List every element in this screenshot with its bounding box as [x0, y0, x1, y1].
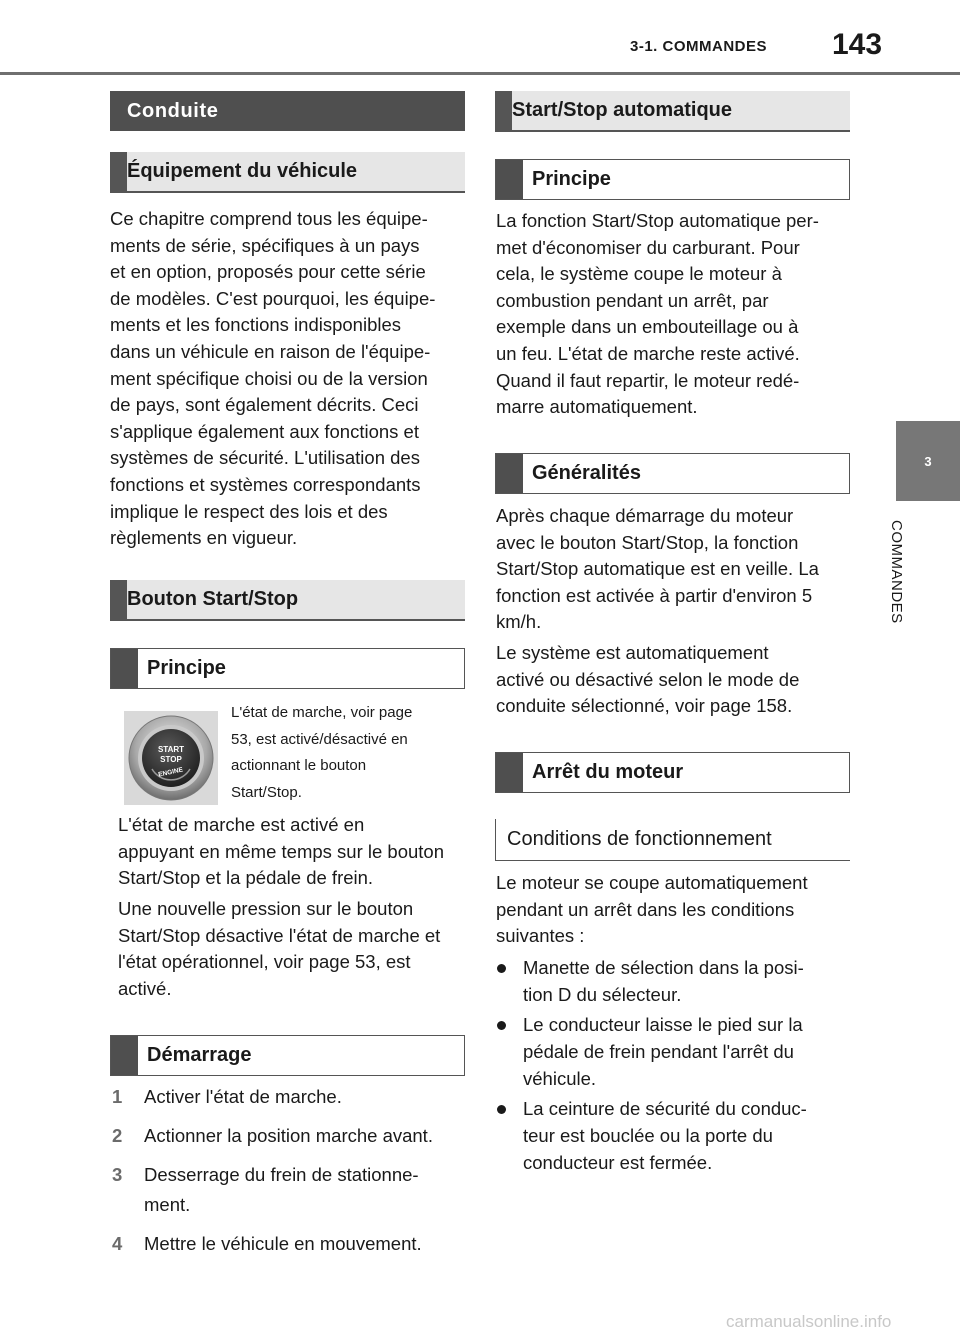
chapter-number: 3	[924, 453, 932, 469]
step-item	[112, 1162, 472, 1222]
list-item-text: pédale de frein pendant l'arrêt du	[523, 1041, 794, 1062]
list-item-text: Manette de sélection dans la posi-	[523, 957, 804, 978]
paragraph-nouvelle-pression	[118, 896, 478, 1002]
text-line: l'état opérationnel, voir page 53, est	[118, 951, 411, 973]
text-line: met d'économiser du carburant. Pour	[496, 236, 800, 258]
heading-demarrage	[110, 1035, 465, 1076]
text-line: 53, est activé/désactivé en	[231, 730, 408, 748]
bullet-icon	[497, 1021, 506, 1030]
heading-marker	[496, 753, 523, 792]
start-stop-button-image	[124, 711, 218, 805]
step-number: 4	[112, 1233, 123, 1254]
heading-marker	[110, 580, 127, 619]
list-item-text: véhicule.	[523, 1068, 597, 1089]
text-line: Ce chapitre comprend tous les équipe-	[110, 208, 428, 229]
text-line: Start/Stop.	[231, 783, 302, 801]
text-line: Quand il faut repartir, le moteur redé-	[496, 369, 800, 391]
step-item	[112, 1231, 472, 1258]
text-line: implique le respect des lois et des	[110, 500, 388, 522]
text-line: L'état de marche, voir page	[231, 704, 413, 721]
text-line: actionnant le bouton	[231, 757, 367, 775]
heading-principe-left	[110, 648, 465, 689]
paragraph-generalites-2	[496, 640, 856, 720]
heading-start-stop-text: Start/Stop automatique	[512, 99, 733, 121]
text-line: cela, le système coupe le moteur à	[496, 263, 782, 285]
text-line: Le système est automatiquement	[496, 642, 769, 663]
step-text: Actionner la position marche avant.	[144, 1125, 433, 1146]
page-number: 143	[832, 28, 883, 61]
heading-arret-moteur	[495, 752, 850, 793]
heading-start-stop-automatique	[495, 91, 850, 132]
text-line: de modèles. C'est pourquoi, les équipe-	[110, 287, 436, 309]
text-line: ments de série, spécifiques à un pays	[110, 234, 420, 256]
heading-generalites	[495, 453, 850, 494]
heading-generalites-text: Généralités	[532, 462, 641, 484]
text-line: conduite sélectionné, voir page 158.	[496, 695, 793, 717]
list-item-text: Le conducteur laisse le pied sur la	[523, 1014, 803, 1035]
chapter-side-label	[888, 520, 935, 650]
button-stop-text: STOP	[160, 755, 182, 764]
text-line: systèmes de sécurité. L'utilisation des	[110, 447, 420, 469]
paragraph-generalites-1	[496, 503, 856, 636]
heading-marker	[496, 454, 523, 493]
step-item	[112, 1123, 472, 1150]
text-line: de pays, sont également décrits. Ceci	[110, 394, 419, 416]
text-line: km/h.	[496, 611, 542, 633]
text-line: suivantes :	[496, 925, 585, 947]
button-caption	[231, 700, 466, 806]
list-item	[497, 955, 857, 1010]
text-line: Le moteur se coupe automatiquement	[496, 872, 808, 893]
bullet-icon	[497, 1105, 506, 1114]
step-number: 2	[112, 1125, 123, 1146]
button-engine-text: ENGINE	[157, 766, 184, 779]
text-line: Une nouvelle pression sur le bouton	[118, 898, 414, 919]
heading-arret-text: Arrêt du moteur	[532, 761, 684, 783]
text-line: ments et les fonctions indisponibles	[110, 314, 402, 336]
text-line: combustion pendant un arrêt, par	[496, 289, 769, 311]
list-item-text: conducteur est fermée.	[523, 1152, 713, 1173]
heading-demarrage-text: Démarrage	[147, 1044, 252, 1066]
start-stop-button-icon	[124, 711, 218, 805]
step-text: Activer l'état de marche.	[144, 1086, 342, 1107]
heading-marker	[111, 649, 138, 688]
list-item	[497, 1096, 857, 1178]
text-line: dans un véhicule en raison de l'équipe-	[110, 340, 431, 362]
heading-conditions	[495, 819, 850, 861]
text-line: pendant un arrêt dans les conditions	[496, 898, 795, 920]
paragraph-equipement	[110, 206, 470, 552]
text-line: La fonction Start/Stop automatique per-	[496, 210, 819, 231]
text-line: et en option, proposés pour cette série	[110, 261, 426, 283]
text-line: règlements en vigueur.	[110, 527, 298, 549]
heading-conduite: Conduite	[110, 91, 465, 131]
step-text: Mettre le véhicule en mouvement.	[144, 1233, 422, 1254]
text-line: s'applique également aux fonctions et	[110, 420, 419, 442]
text-line: Après chaque démarrage du moteur	[496, 505, 794, 526]
list-item-text: La ceinture de sécurité du conduc-	[523, 1098, 807, 1119]
watermark-text: carmanualsonline.info	[726, 1312, 892, 1331]
text-line: appuyant en même temps sur le bouton	[118, 840, 444, 862]
heading-principe-right	[495, 159, 850, 200]
step-item	[112, 1084, 472, 1111]
list-item-text: tion D du sélecteur.	[523, 984, 682, 1005]
step-number: 1	[112, 1086, 123, 1107]
paragraph-principe	[496, 208, 856, 421]
section-title: 3-1. COMMANDES	[630, 38, 768, 55]
header-rule	[0, 72, 960, 75]
text-line: Start/Stop désactive l'état de marche et	[118, 924, 441, 946]
heading-principe-right-text: Principe	[532, 168, 611, 190]
heading-bouton-start-stop	[110, 580, 465, 621]
heading-equipement	[110, 152, 465, 193]
text-line: un feu. L'état de marche reste activé.	[496, 342, 800, 364]
bullet-icon	[497, 964, 506, 973]
text-line: Start/Stop automatique est en veille. La	[496, 558, 819, 580]
heading-bouton-text: Bouton Start/Stop	[127, 588, 299, 610]
text-line: Start/Stop et la pédale de frein.	[118, 867, 374, 889]
text-line: marre automatiquement.	[496, 396, 698, 418]
chapter-label: COMMANDES	[888, 520, 905, 624]
heading-equipement-text: Équipement du véhicule	[127, 160, 358, 182]
text-line: activé ou désactivé selon le mode de	[496, 668, 800, 690]
text-line: ment spécifique choisi ou de la version	[110, 367, 428, 389]
step-number: 3	[112, 1164, 123, 1185]
heading-marker	[110, 152, 127, 191]
button-start-text: START	[157, 745, 185, 754]
heading-marker	[496, 160, 523, 199]
chapter-tab	[896, 421, 960, 501]
text-line: exemple dans un embouteillage ou à	[496, 316, 799, 338]
text-line: avec le bouton Start/Stop, la fonction	[496, 531, 799, 553]
heading-marker	[495, 91, 512, 130]
list-item-text: teur est bouclée ou la porte du	[523, 1125, 773, 1146]
list-item	[497, 1012, 857, 1094]
text-line: fonction est activée à partir d'environ 5	[496, 584, 813, 606]
text-line: activé.	[118, 977, 172, 999]
step-text: ment.	[144, 1194, 191, 1215]
step-text: Desserrage du frein de stationne-	[144, 1164, 419, 1185]
text-line: fonctions et systèmes correspondants	[110, 473, 421, 495]
heading-marker	[111, 1036, 138, 1075]
heading-principe-text: Principe	[147, 657, 226, 679]
heading-conditions-text: Conditions de fonctionnement	[507, 828, 772, 850]
paragraph-conditions-intro	[496, 870, 856, 950]
text-line: L'état de marche est activé en	[118, 814, 365, 835]
paragraph-etat-marche	[118, 812, 478, 892]
